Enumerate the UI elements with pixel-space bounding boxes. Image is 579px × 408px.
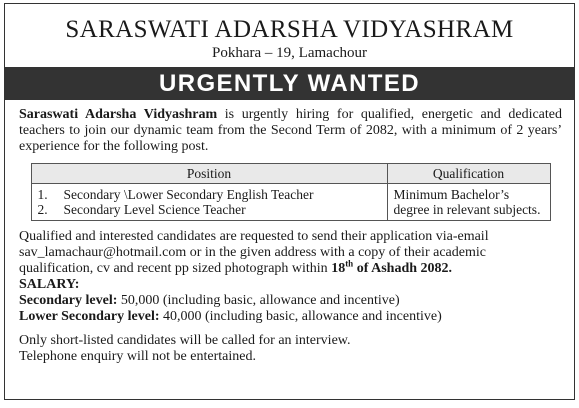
positions-cell	[31, 184, 387, 221]
salary-value: 40,000 (including basic, allowance and incentive)	[159, 309, 442, 324]
position-title: Secondary Level Science Teacher	[63, 202, 246, 217]
list-item	[38, 202, 381, 217]
qualification-cell: Minimum Bachelor’s degree in relevant subjects.	[387, 184, 550, 221]
application-paragraph	[19, 229, 562, 277]
position-number: 2.	[37, 202, 48, 217]
telephone-note: Telephone enquiry will not be entertained.	[19, 349, 256, 364]
position-header: Position	[31, 164, 387, 184]
positions-table	[31, 163, 551, 221]
ad-body	[5, 107, 574, 365]
salary-label: Secondary level:	[19, 293, 118, 308]
table-row	[31, 184, 550, 221]
urgently-wanted-banner: URGENTLY WANTED	[5, 67, 574, 100]
salary-label: Lower Secondary level:	[19, 309, 160, 324]
qualification-header: Qualification	[387, 164, 550, 184]
closing-note	[19, 333, 562, 365]
salary-heading: SALARY:	[19, 277, 80, 292]
salary-secondary	[19, 293, 562, 309]
list-item	[38, 187, 381, 202]
position-title: Secondary \Lower Secondary English Teacher	[63, 187, 314, 202]
deadline-suffix: th	[345, 258, 354, 269]
intro-paragraph	[19, 107, 562, 155]
job-advertisement	[4, 3, 575, 400]
salary-lower-secondary	[19, 309, 562, 325]
application-text: Qualified and interested candidates are requested to send their application via-email sav_lamachaur@hotmail.com or in the given address with a copy of their academic qualification, cv and recent pp sized photograph within	[19, 229, 489, 276]
intro-text: is urgently hiring for qualified, energetic and dedicated teachers to join our dynamic team from the Second Term of 2082, with a minimum of 2 years’ experience for the following post.	[19, 107, 562, 154]
position-number: 1.	[37, 187, 48, 202]
salary-value: 50,000 (including basic, allowance and incentive)	[117, 293, 400, 308]
intro-school-name: Saraswati Adarsha Vidyashram	[19, 107, 218, 122]
school-address: Pokhara – 19, Lamachour	[212, 45, 367, 61]
deadline-day: 18	[331, 261, 346, 276]
deadline-rest: of Ashadh 2082.	[353, 261, 453, 276]
school-name: SARASWATI ADARSHA VIDYASHRAM	[65, 16, 514, 43]
shortlist-note: Only short-listed candidates will be called for an interview.	[19, 333, 351, 348]
